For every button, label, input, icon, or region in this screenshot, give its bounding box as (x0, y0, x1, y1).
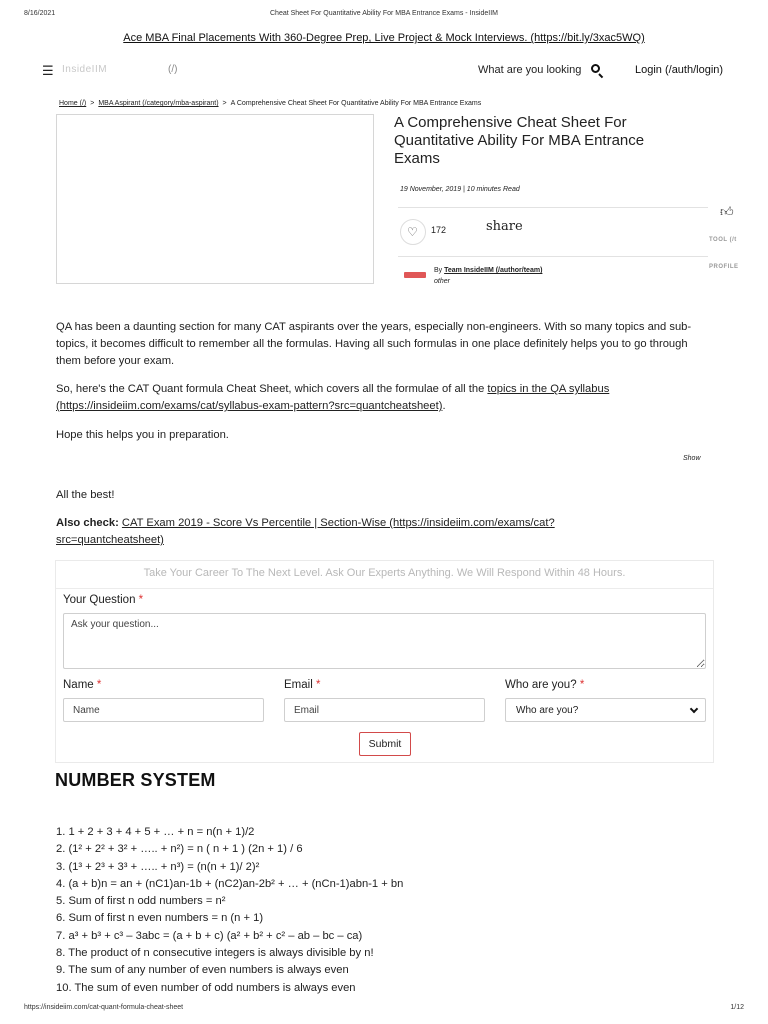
formula-item: 8. The product of n consecutive integers is always divisible by n! (56, 947, 374, 960)
breadcrumb-category[interactable]: MBA Aspirant (/category/mba-aspirant) (98, 100, 219, 107)
author-link[interactable]: Team InsideIIM (/author/team) (444, 267, 543, 274)
also-check-link[interactable]: CAT Exam 2019 - Score Vs Percentile | Section-Wise (https://insideiim.com/exams/cat?src=quantcheatsheet) (56, 517, 555, 546)
article-hero-image (56, 114, 374, 284)
name-label: Name * (63, 679, 102, 691)
ask-expert-form (55, 560, 714, 763)
formula-item: 6. Sum of first n even numbers = n (n + 1) (56, 912, 264, 925)
author-category: other (434, 278, 450, 285)
site-logo[interactable]: InsideIIM (62, 64, 108, 75)
author-line (434, 267, 542, 274)
author-logo (404, 272, 426, 278)
email-input[interactable] (284, 698, 485, 722)
divider (398, 207, 708, 208)
form-tagline: Take Your Career To The Next Level. Ask Our Experts Anything. We Will Respond Within 48 Hours. (143, 567, 626, 579)
also-check-paragraph (56, 515, 636, 549)
print-footer (24, 1004, 744, 1016)
formula-item: 10. The sum of even number of odd numbers is always even (56, 981, 356, 994)
question-label: Your Question * (63, 594, 144, 606)
login-link[interactable]: Login (/auth/login) (635, 64, 724, 76)
formula-item: 7. a³ + b³ + c³ – 3abc = (a + b + c) (a² + b² + c² – ab – bc – ca) (56, 929, 363, 942)
share-button[interactable]: share (486, 219, 523, 234)
formula-item: 5. Sum of first n odd numbers = n² (56, 895, 226, 908)
hamburger-icon[interactable]: ☰ (42, 63, 54, 78)
formula-item: 1. 1 + 2 + 3 + 4 + 5 + … + n = n(n + 1)/2 (56, 826, 255, 838)
who-selected-value: Who are you? (516, 705, 579, 716)
chevron-down-icon (690, 705, 698, 713)
section-heading: NUMBER SYSTEM (55, 770, 216, 790)
paragraph-text: . (442, 400, 446, 412)
paragraph-text: So, here's the CAT Quant formula Cheat Sheet, which covers all the formulae of all the (56, 383, 488, 395)
breadcrumb-current: A Comprehensive Cheat Sheet For Quantitative Ability For MBA Entrance Exams (230, 100, 482, 107)
article-title: A Comprehensive Cheat Sheet For Quantitative Ability For MBA Entrance Exams (394, 114, 645, 167)
formula-item: 3. (1³ + 2³ + 3³ + ….. + n³) = (n(n + 1)/ 2)² (56, 860, 260, 873)
who-are-you-select[interactable] (505, 698, 706, 722)
breadcrumb-separator: > (222, 100, 227, 107)
like-button[interactable] (400, 219, 426, 245)
who-label: Who are you? * (505, 679, 585, 691)
like-count: 172 (431, 225, 447, 235)
breadcrumb (59, 100, 481, 107)
cheat-sheet-paragraph (56, 381, 710, 415)
print-header (24, 10, 744, 22)
formula-list (56, 824, 696, 997)
logo-link[interactable]: (/) (168, 64, 178, 75)
promo-banner-link[interactable]: Ace MBA Final Placements With 360-Degree Prep, Live Project & Mock Interviews. (https://bit.ly/3xac5WQ) (123, 32, 645, 44)
qa-syllabus-link[interactable]: topics in the QA syllabus (https://insideiim.com/exams/cat/syllabus-exam-pattern?src=quantcheatsheet) (56, 383, 610, 412)
show-link[interactable]: Show (683, 455, 701, 462)
heart-icon: ♡ (407, 225, 418, 239)
breadcrumb-home[interactable]: Home (/) (59, 100, 87, 107)
side-profile-link[interactable]: PROFILE (709, 264, 739, 270)
side-tool-link[interactable]: TOOL (/t (709, 237, 737, 243)
print-page-number: 1/12 (730, 1004, 744, 1011)
name-input[interactable] (63, 698, 264, 722)
search-icon[interactable] (590, 63, 604, 77)
top-navbar (0, 60, 768, 82)
print-title: Cheat Sheet For Quantitative Ability For MBA Entrance Exams - InsideIIM (270, 10, 498, 17)
email-label: Email * (284, 679, 321, 691)
best-wishes-paragraph: All the best! (56, 489, 115, 501)
intro-paragraph: QA has been a daunting section for many CAT aspirants over the years, especially non-engineers. With so many topics and sub-topics, it becomes difficult to remember all the formulas. Having all such formulas in one place definitely helps you to go through them before your exam. (56, 321, 692, 367)
breadcrumb-separator: > (90, 100, 95, 107)
search-input[interactable] (478, 60, 582, 80)
divider (398, 256, 708, 257)
submit-button[interactable]: Submit (359, 732, 411, 756)
hope-paragraph: Hope this helps you in preparation. (56, 429, 229, 441)
print-date: 8/16/2021 (24, 10, 56, 17)
thumbs-up-icon[interactable]: 👍︎ (720, 204, 734, 219)
also-check-label: Also check: (56, 517, 119, 529)
article-date-read: 19 November, 2019 | 10 minutes Read (400, 186, 520, 193)
print-url: https://insideiim.com/cat-quant-formula-cheat-sheet (24, 1004, 184, 1011)
formula-item: 2. (1² + 2² + 3² + ….. + n²) = n ( n + 1 ) (2n + 1) / 6 (56, 843, 303, 856)
formula-item: 4. (a + b)n = an + (nC1)an-1b + (nC2)an-2b² + … + (nCn-1)abn-1 + bn (56, 877, 404, 890)
divider (56, 588, 713, 589)
question-textarea[interactable] (63, 613, 706, 669)
author-prefix: By (434, 267, 443, 274)
formula-item: 9. The sum of any number of even numbers is always even (56, 964, 349, 977)
